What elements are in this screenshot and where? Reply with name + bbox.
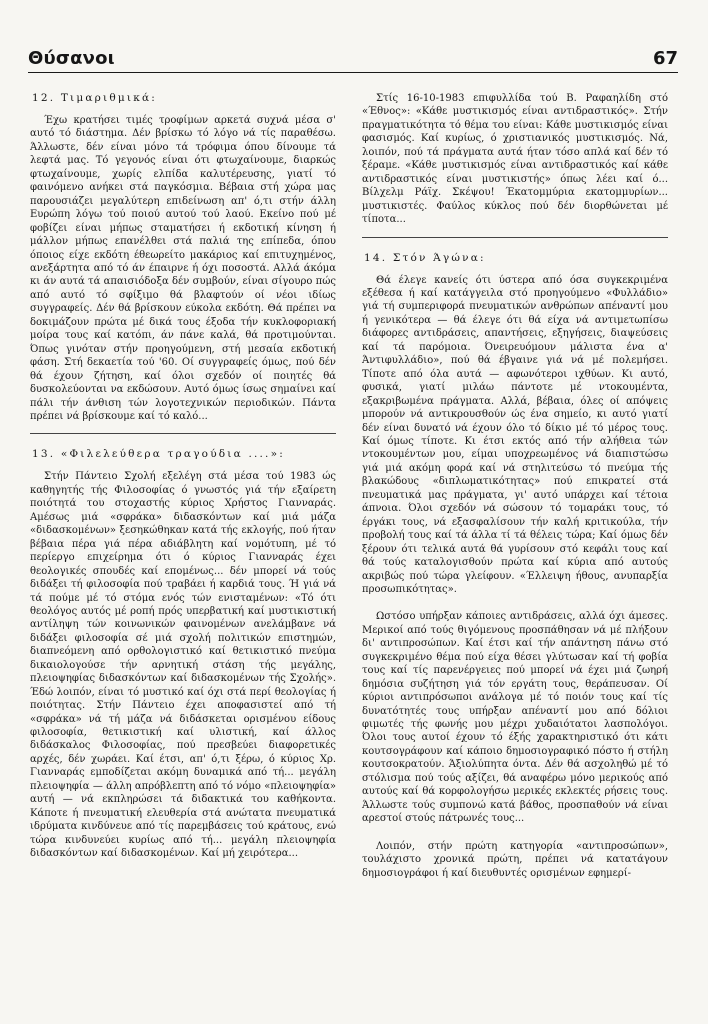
right-column <box>362 92 668 880</box>
left-column <box>30 92 336 861</box>
running-head <box>28 42 678 73</box>
section-13-paragraph: Στήν Πάντειο Σχολή εξελέγη στά μέσα τού 1983 ώς καθηγητής τής Φιλοσοφίας ό γνωστός γιά τήν εξαίρετη ποιότητά του στοχαστής κύριος Χρήστος Γιανναράς. Αμέσως μιά «σφράκα» διδασκόντων καί μιά μάζα «διδασκομένων» ξεσηκώθηκαν κατά τής εκλογής, πού ήταν βέβαια πέρα γιά πέρα αδιάβλητη καί νομότυπη, μέ τό περίεργο επιχείρημα ότι ό κύριος Γιανναράς έχει θεολογικές σπουδές καί επομένως... δέν μπορεί νά τούς διδάξει τή φιλοσοφία πού τραβάει ή καρδιά τους. Ή γιά νά τά πούμε μέ τό στόμα ενός τών ενισταμένων: «Τό ότι θεολόγος αυτός μέ ροπή πρός υπερβατική καί μυστικιστική αντίληψη τών κοινωνικών φαινομένων ανελάμβανε νά διδάξει φιλοσοφία σέ μιά σχολή πολιτικών επιστημών, διαπνεόμενη από ορθολογιστικό καί θετικιστικό πνεύμα δικαιολογούσε τήν αρνητική στάση τής μεγάλης, πλειοψηφίας διδασκόντων καί διδασκομένων τής Σχολής». Έδώ λοιπόν, είναι τό μυστικό καί όχι στά περί θεολογίας ή ποιότητας. Στήν Πάντειο έχει αποφασιστεί από τή «σφράκα» νά τή μάζα νά διδάσκεται ορισμένου είδους φιλοσοφία, θετικιστική καί υλιστική, καί άλλος διδάσκαλος Φιλοσοφίας, πού πρεσβεύει διαφορετικές αρχές, δέν χωράει. Καί έτσι, απ' ό,τι ξέρω, ό κύριος Χρ. Γιανναράς εμποδίζεται ακόμη δυναμικά από τή... μεγάλη πλειοψηφία — άλλη απρόβλεπτη από τό νόμο «πλειοψηφία» αυτή — νά εκπληρώσει τά διδακτικά του καθήκοντα. Κάποτε ή πνευματική ελευθερία στά ανώτατα πνευματικά ιδρύματα κινδύνευε από τίς παρεμβάσεις τού κράτους, ενώ τώρα κινδυνεύει κυρίως από τή... μεγάλη πλειοψηφία διδασκόντων καί διδασκομένων. Καί μή χειρότερα... <box>30 471 336 860</box>
section-14-paragraph-3: Λοιπόν, στήν πρώτη κατηγορία «αντιπροσώπων», τουλάχιστο χρονικά πρώτη, πρέπει νά κατατάγουν δημοσιογράφοι ή καί διευθυντές ορισμένων εφημερί- <box>362 840 668 879</box>
section-12 <box>30 92 336 423</box>
section-divider <box>30 433 336 434</box>
journal-title: Θύσανοι <box>28 48 115 69</box>
paragraph-gap <box>362 596 668 610</box>
intro-paragraph: Στίς 16-10-1983 επιφυλλίδα τού Β. Ραφαηλίδη στό «Έθνος»: «Κάθε μυστικισμός είναι αντιδραστικός». Στήν πραγματικότητα τό θέμα του είναι: Κάθε μυστικισμός είναι φασισμός. Καί κυρίως, ό χριστιανικός μυστικισμός. Νά, λοιπόν, πού τά πράγματα αυτά ήταν τόσο απλά καί δέν τό ξέραμε. «Κάθε μυστικισμός είναι αντιδραστικός καί κάθε αντιδραστικός είναι μυστικιστής» όπως λέει καί ό... Βίλχελμ Ράϊχ. Σκέψου! Έκατομμύρια εκατομμυρίων... μυστικιστές. Φαύλος κύκλος πού δέν διορθώνεται μέ τίποτα... <box>362 93 668 226</box>
section-14-paragraph-2: Ωστόσο υπήρξαν κάποιες αντιδράσεις, αλλά όχι άμεσες. Μερικοί από τούς θιγόμενους προσπάθησαν νά μέ πλήξουν δι' αντιπροσώπων. Καί έτσι καί τήν απάντηση πάνω στό συγκεκριμένο θέμα πού είχα θέσει γλύτωσαν καί τή φοβία τους καί τίς παρενέργειες πού μπορεί νά έχει μιά ζωηρή δημόσια συζήτηση γιά τόν εργάτη τους, θεράπευσαν. Οί κύριοι αντιπρόσωποι ανάλογα μέ τό ποιόν τους καί τίς δυνατότητές τους υπήρξαν απέναντί μου από δόλιοι φιμωτές τής φωνής μου μέχρι χυδαιότατοι λασπολόγοι. Όλοι τους αυτοί έχουν τό έξής χαρακτηριστικό ότι κάτι κουτσογράφουν καί κάποιο δημοσιογραφικό πόστο ή στήλη κουτσοκρατούν. Άξιολύπητα όντα. Δέν θά ασχοληθώ μέ τό στόλισμα πού τούς αξίζει, θά αναφέρω μόνο μερικούς από αυτούς καί θά κορφολογήσω μερικές εκλεκτές ρήσεις τους. Άλλωστε τούς συμπονώ κατά βάθος, προσπαθούν νά είναι αρεστοί στούς πάτρωνές τους... <box>362 611 668 825</box>
section-14-paragraph-1: Θά έλεγε κανείς ότι ύστερα από όσα συγκεκριμένα εξέθεσα ή καί κατάγγειλα στό προηγούμενο «Φυλλάδιο» γιά τή συμπεριφορά πνευματικών ανθρώπων απέναντί μου ή γενικότερα — θά έλεγε ότι θά είχα νά αντιμετωπίσω διάφορες αντιδράσεις, απαντήσεις, εξηγήσεις, διαψεύσεις καί τά παρόμοια. Όνειρευόμουν μάλιστα ένα α' Άντιφυλλάδιο», πού θά έβγαινε γιά νά μέ πολεμήσει. Τίποτε από όλα αυτά — αφωνότεροι ιχθύων. Κι αυτό, φυσικά, γιατί μιλάω πάντοτε μέ ντοκουμέντα, εξακριβωμένα πράγματα. Αλλά, βέβαια, όλες οί απόψεις μπορούν νά αντικρουσθούν ώς ένα σημείο, κι αυτό γιατί δέν είναι δυνατό νά έχουν όλο τό δίκιο μέ τό μέρος τους. Καί όμως τίποτε. Κι έτσι εκτός από τήν αλήθεια τών ντοκουμέντων μου, είμαι υποχρεωμένος νά διαπιστώσω γιά μιά ακόμη φορά καί νά στηλιτεύσω τό πνεύμα τής βλακώδους «διπλωματικότητας» πού επικρατεί στά πνευματικά μας πράγματα, γι' αυτό υπάρχει καί τέτοια άπνοια. Όλοι σχεδόν νά σώσουν τό τομαράκι τους, τό έργάκι τους, νά εξασφαλίσουν τήν καλή κριτικούλα, τήν προβολή τους καί τά άλλα τί τά θέλεις τώρα; Καί όμως δέν ξέρουν ότι τελικά αυτά θά γυρίσουν στό κεφάλι τους καί θά τούς καταλογισθούν πρώτα καί κύρια από αυτούς ακριβώς πού τώρα γλείφουν. «Έλλειψη ήθους, ανυπαρξία προσωπικότητας». <box>362 274 668 595</box>
paragraph-gap <box>362 826 668 840</box>
section-14 <box>362 252 668 880</box>
section-13 <box>30 448 336 860</box>
section-12-paragraph: Έχω κρατήσει τιμές τροφίμων αρκετά συχνά μέσα σ' αυτό τό διάστημα. Δέν βρίσκω τό λόγο νά τίς παραθέσω. Άλλωστε, δέν είναι μόνο τά τρόφιμα όπου δίνουμε τά λεφτά μας. Τό γεγονός είναι ότι φτωχαίνουμε, διαρκώς φτωχαίνουμε, χωρίς ελπίδα καλυτέρευσης, γιατί τό φαινόμενο ανήκει στά παγκόσμια. Βέβαια στή χώρα μας παρουσιάζει μεγαλύτερη επιδείνωση απ' ό,τι στήν άλλη Ευρώπη λόγω τού ποιού αυτού τού λαού. Εκείνο πού μέ φοβίζει είναι μήπως σταματήσει ή εκδοτική κίνηση ή μάλλον μήπως επανέλθει στά παλιά της επίπεδα, όπου όποιος είχε εκδότη έθεωρείτο μακάριος καί επιτυχημένος, ανεξάρτητα από τό άν έπαιρνε ή όχι ποσοστά. Αλλά άκόμα κι άν αυτά τά απαισιόδοξα δέν συμβούν, είναι σίγουρο πώς από αυτό τό σφίξιμο θά βλαφτούν οί νέοι ιδίως συγγραφείς. Δέν θά βρίσκουν εύκολα εκδότη. Θά πρέπει να δοκιμάζουν πρώτα μέ δικά τους έξοδα τήν κυκλοφοριακή μοίρα τους καί κατόπι, άν πάνε καλά, θά προτιμούνται. Όπως γινόταν στήν προηγούμενη, στή μεσαία εκδοτική φάση. Στή δεκαετία τού '60. Οί συγγραφείς όμως, πού δέν θά έχουν ζήτηση, καί όλοι σχεδόν οί ποιητές θά δυσκολεύονται να εκδώσουν. Αυτό όμως ίσως σημαίνει καί πάλι τήν άνθιση τών λογοτεχνικών περιοδικών. Πάντα πρέπει νά βρίσκουμε καί τό καλό... <box>30 115 336 422</box>
section-13-title: 13. «Φιλελεύθερα τραγούδια ....»: <box>32 448 285 461</box>
section-12-title: 12. Τιμαριθμικά: <box>32 92 158 104</box>
section-14-title: 14. Στόν Άγώνα: <box>364 251 486 264</box>
intro-block <box>362 92 668 227</box>
section-divider <box>362 237 668 238</box>
page-number: 67 <box>652 48 678 69</box>
